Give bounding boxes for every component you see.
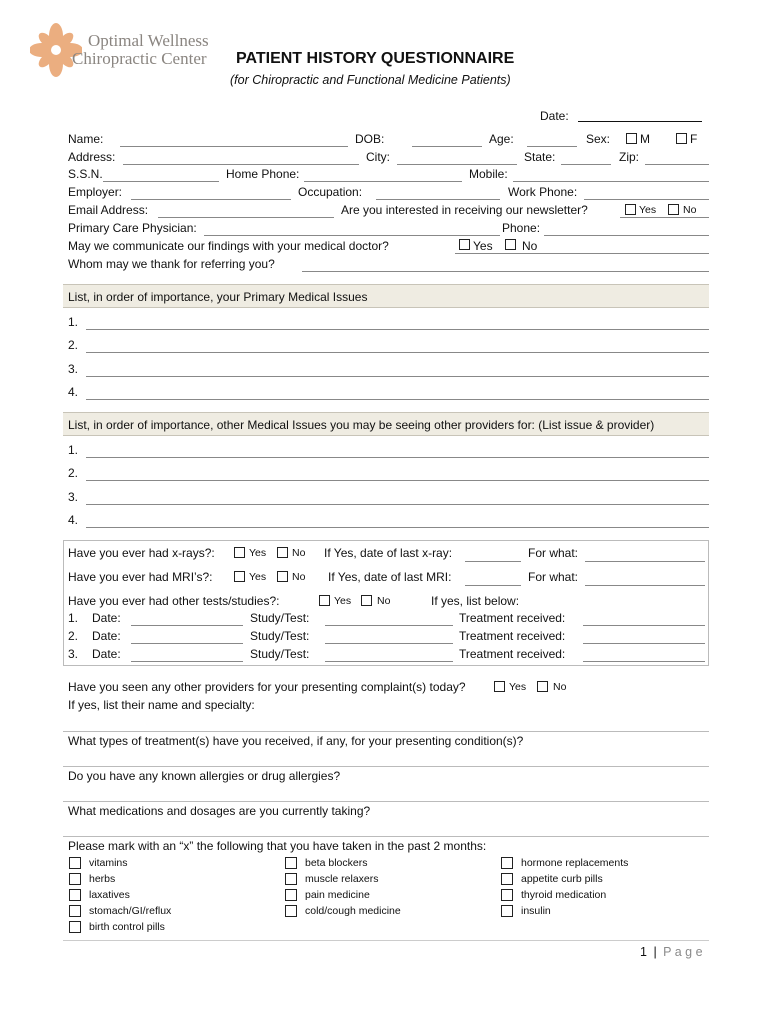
- herbs-label: herbs: [89, 873, 116, 885]
- xray-date-label: If Yes, date of last x-ray:: [324, 546, 453, 560]
- treatments-answer-line[interactable]: [63, 766, 709, 767]
- other-tests-no-checkbox[interactable]: [361, 595, 372, 606]
- sex-label: Sex:: [586, 132, 611, 146]
- birth-control-checkbox[interactable]: [69, 921, 81, 933]
- appetite-label: appetite curb pills: [521, 873, 603, 885]
- occupation-field[interactable]: [376, 199, 500, 200]
- mri-for-what-label: For what:: [528, 570, 579, 584]
- address-field[interactable]: [123, 164, 359, 165]
- appetite-checkbox[interactable]: [501, 873, 513, 885]
- sex-f-checkbox[interactable]: [676, 133, 687, 144]
- name-field[interactable]: [120, 146, 348, 147]
- ssn-label: S.S.N.: [68, 167, 103, 181]
- vitamins-checkbox[interactable]: [69, 857, 81, 869]
- footer-rule: [63, 940, 709, 941]
- xrays-yes-label: Yes: [249, 547, 267, 559]
- medications-question: What medications and dosages are you currently taking?: [68, 804, 371, 818]
- other-tests-yes-label: Yes: [334, 595, 352, 607]
- other-issue-number: 2.: [68, 466, 79, 480]
- page-separator: |: [653, 945, 657, 959]
- test-row-study-label: Study/Test:: [250, 647, 310, 661]
- name-label: Name:: [68, 132, 104, 146]
- work-phone-field[interactable]: [584, 199, 709, 200]
- state-label: State:: [524, 150, 556, 164]
- zip-label: Zip:: [619, 150, 640, 164]
- stomach-gi-reflux-checkbox[interactable]: [69, 905, 81, 917]
- mri-yes-label: Yes: [249, 571, 267, 583]
- mobile-label: Mobile:: [469, 167, 508, 181]
- test-row-3-date-field[interactable]: [131, 661, 243, 662]
- dob-field[interactable]: [412, 146, 482, 147]
- pcp-phone-field[interactable]: [544, 235, 709, 236]
- beta-blockers-checkbox[interactable]: [285, 857, 297, 869]
- xrays-no-label: No: [292, 547, 306, 559]
- muscle-relaxers-label: muscle relaxers: [305, 873, 379, 885]
- xrays-no-checkbox[interactable]: [277, 547, 288, 558]
- other-issue-number: 3.: [68, 490, 79, 504]
- mri-yes-checkbox[interactable]: [234, 571, 245, 582]
- allergies-question: Do you have any known allergies or drug allergies?: [68, 769, 341, 783]
- test-row-number: 3.: [68, 647, 79, 661]
- communicate-yes-label: Yes: [473, 239, 493, 253]
- test-row-1-treatment-field[interactable]: [583, 625, 705, 626]
- xray-date-field[interactable]: [465, 561, 521, 562]
- primary-issue-number: 2.: [68, 338, 79, 352]
- xray-for-what-label: For what:: [528, 546, 579, 560]
- newsletter-label: Are you interested in receiving our newsletter?: [341, 203, 588, 217]
- thyroid-checkbox[interactable]: [501, 889, 513, 901]
- test-row-treatment-label: Treatment received:: [459, 647, 566, 661]
- test-row-1-date-field[interactable]: [131, 625, 243, 626]
- test-row-1-study-field[interactable]: [325, 625, 453, 626]
- employer-label: Employer:: [68, 185, 123, 199]
- logo-line1: Optimal Wellness: [88, 31, 209, 50]
- laxatives-checkbox[interactable]: [69, 889, 81, 901]
- city-label: City:: [366, 150, 390, 164]
- insulin-label: insulin: [521, 905, 551, 917]
- primary-issue-4-field[interactable]: [86, 399, 709, 400]
- xrays-yes-checkbox[interactable]: [234, 547, 245, 558]
- mri-date-label: If Yes, date of last MRI:: [328, 570, 452, 584]
- communicate-underline: [455, 253, 709, 254]
- test-row-date-label: Date:: [92, 647, 121, 661]
- sex-m-label: M: [640, 132, 650, 146]
- pcp-field[interactable]: [204, 235, 500, 236]
- mobile-field[interactable]: [513, 181, 709, 182]
- home-phone-label: Home Phone:: [226, 167, 300, 181]
- test-row-study-label: Study/Test:: [250, 611, 310, 625]
- newsletter-no-label: No: [683, 204, 697, 216]
- other-issue-number: 4.: [68, 513, 79, 527]
- allergies-answer-line[interactable]: [63, 801, 709, 802]
- primary-issue-number: 3.: [68, 362, 79, 376]
- providers-question: Have you seen any other providers for your presenting complaint(s) today?: [68, 680, 466, 694]
- primary-issues-heading: List, in order of importance, your Primary Medical Issues: [68, 290, 368, 304]
- test-row-2-study-field[interactable]: [325, 643, 453, 644]
- newsletter-yes-label: Yes: [639, 204, 657, 216]
- dob-label: DOB:: [355, 132, 385, 146]
- mri-for-what-field[interactable]: [585, 585, 705, 586]
- other-issue-number: 1.: [68, 443, 79, 457]
- state-field[interactable]: [561, 164, 611, 165]
- occupation-label: Occupation:: [298, 185, 363, 199]
- email-label: Email Address:: [68, 203, 149, 217]
- birth-control-label: birth control pills: [89, 921, 165, 933]
- providers-no-label: No: [553, 681, 567, 693]
- ssn-field[interactable]: [103, 181, 219, 182]
- newsletter-no-checkbox[interactable]: [668, 204, 679, 215]
- other-issues-heading: List, in order of importance, other Medical Issues you may be seeing other providers for: (List issue & provider): [68, 418, 655, 432]
- primary-issue-number: 1.: [68, 315, 79, 329]
- other-issue-2-field[interactable]: [86, 480, 709, 481]
- providers-answer-line[interactable]: [63, 731, 709, 732]
- other-tests-label: Have you ever had other tests/studies?:: [68, 594, 280, 608]
- providers-list-label: If yes, list their name and specialty:: [68, 698, 255, 712]
- other-issue-4-field[interactable]: [86, 527, 709, 528]
- age-label: Age:: [489, 132, 514, 146]
- beta-blockers-label: beta blockers: [305, 857, 368, 869]
- age-field[interactable]: [527, 146, 577, 147]
- test-row-2-date-field[interactable]: [131, 643, 243, 644]
- address-label: Address:: [68, 150, 116, 164]
- cold-cough-checkbox[interactable]: [285, 905, 297, 917]
- treatments-question: What types of treatment(s) have you received, if any, for your presenting condition(s)?: [68, 734, 524, 748]
- pcp-label: Primary Care Physician:: [68, 221, 197, 235]
- mri-no-checkbox[interactable]: [277, 571, 288, 582]
- providers-yes-label: Yes: [509, 681, 527, 693]
- other-issue-1-field[interactable]: [86, 457, 709, 458]
- test-row-date-label: Date:: [92, 611, 121, 625]
- primary-issue-2-field[interactable]: [86, 352, 709, 353]
- test-row-study-label: Study/Test:: [250, 629, 310, 643]
- test-row-3-treatment-field[interactable]: [583, 661, 705, 662]
- test-row-number: 1.: [68, 611, 79, 625]
- test-row-date-label: Date:: [92, 629, 121, 643]
- stomach-gi-reflux-label: stomach/GI/reflux: [89, 905, 172, 917]
- sex-m-checkbox[interactable]: [626, 133, 637, 144]
- hormone-label: hormone replacements: [521, 857, 629, 869]
- communicate-no-label: No: [522, 239, 538, 253]
- medications-answer-line[interactable]: [63, 836, 709, 837]
- mri-no-label: No: [292, 571, 306, 583]
- laxatives-label: laxatives: [89, 889, 130, 901]
- other-issue-3-field[interactable]: [86, 504, 709, 505]
- list-below-label: If yes, list below:: [431, 594, 520, 608]
- xray-for-what-field[interactable]: [585, 561, 705, 562]
- email-field[interactable]: [158, 217, 334, 218]
- insulin-checkbox[interactable]: [501, 905, 513, 917]
- city-field[interactable]: [397, 164, 517, 165]
- referral-field[interactable]: [302, 271, 709, 272]
- primary-issue-1-field[interactable]: [86, 329, 709, 330]
- pain-medicine-checkbox[interactable]: [285, 889, 297, 901]
- communicate-yes-checkbox[interactable]: [459, 239, 470, 250]
- muscle-relaxers-checkbox[interactable]: [285, 873, 297, 885]
- mri-label: Have you ever had MRI’s?:: [68, 570, 213, 584]
- referral-label: Whom may we thank for referring you?: [68, 257, 275, 271]
- test-row-number: 2.: [68, 629, 79, 643]
- providers-yes-checkbox[interactable]: [494, 681, 505, 692]
- date-label: Date:: [540, 109, 569, 123]
- employer-field[interactable]: [131, 199, 291, 200]
- logo-line2: Chiropractic Center: [72, 49, 207, 68]
- herbs-checkbox[interactable]: [69, 873, 81, 885]
- newsletter-underline: [620, 217, 709, 218]
- mri-date-field[interactable]: [465, 585, 521, 586]
- communicate-label: May we communicate our findings with your medical doctor?: [68, 239, 389, 253]
- page-footer: [640, 945, 703, 959]
- home-phone-field[interactable]: [304, 181, 462, 182]
- test-row-3-study-field[interactable]: [325, 661, 453, 662]
- thyroid-label: thyroid medication: [521, 889, 607, 901]
- test-row-2-treatment-field[interactable]: [583, 643, 705, 644]
- test-row-treatment-label: Treatment received:: [459, 611, 566, 625]
- date-field[interactable]: [578, 121, 702, 122]
- logo: [30, 22, 210, 82]
- pcp-phone-label: Phone:: [502, 221, 541, 235]
- vitamins-label: vitamins: [89, 857, 128, 869]
- newsletter-yes-checkbox[interactable]: [625, 204, 636, 215]
- pain-medicine-label: pain medicine: [305, 889, 370, 901]
- page-word: P a g e: [663, 945, 703, 959]
- primary-issue-3-field[interactable]: [86, 376, 709, 377]
- primary-issue-number: 4.: [68, 385, 79, 399]
- page-title: PATIENT HISTORY QUESTIONNAIRE: [236, 50, 515, 67]
- hormone-checkbox[interactable]: [501, 857, 513, 869]
- work-phone-label: Work Phone:: [508, 185, 578, 199]
- test-row-treatment-label: Treatment received:: [459, 629, 566, 643]
- other-tests-no-label: No: [377, 595, 391, 607]
- xrays-label: Have you ever had x-rays?:: [68, 546, 215, 560]
- sex-f-label: F: [690, 132, 698, 146]
- providers-no-checkbox[interactable]: [537, 681, 548, 692]
- cold-cough-label: cold/cough medicine: [305, 905, 401, 917]
- other-tests-yes-checkbox[interactable]: [319, 595, 330, 606]
- past-months-prompt: Please mark with an “x” the following that you have taken in the past 2 months:: [68, 839, 487, 853]
- communicate-no-checkbox[interactable]: [505, 239, 516, 250]
- page-number: 1: [640, 945, 647, 959]
- page-subtitle: (for Chiropractic and Functional Medicine Patients): [230, 73, 511, 87]
- zip-field[interactable]: [645, 164, 709, 165]
